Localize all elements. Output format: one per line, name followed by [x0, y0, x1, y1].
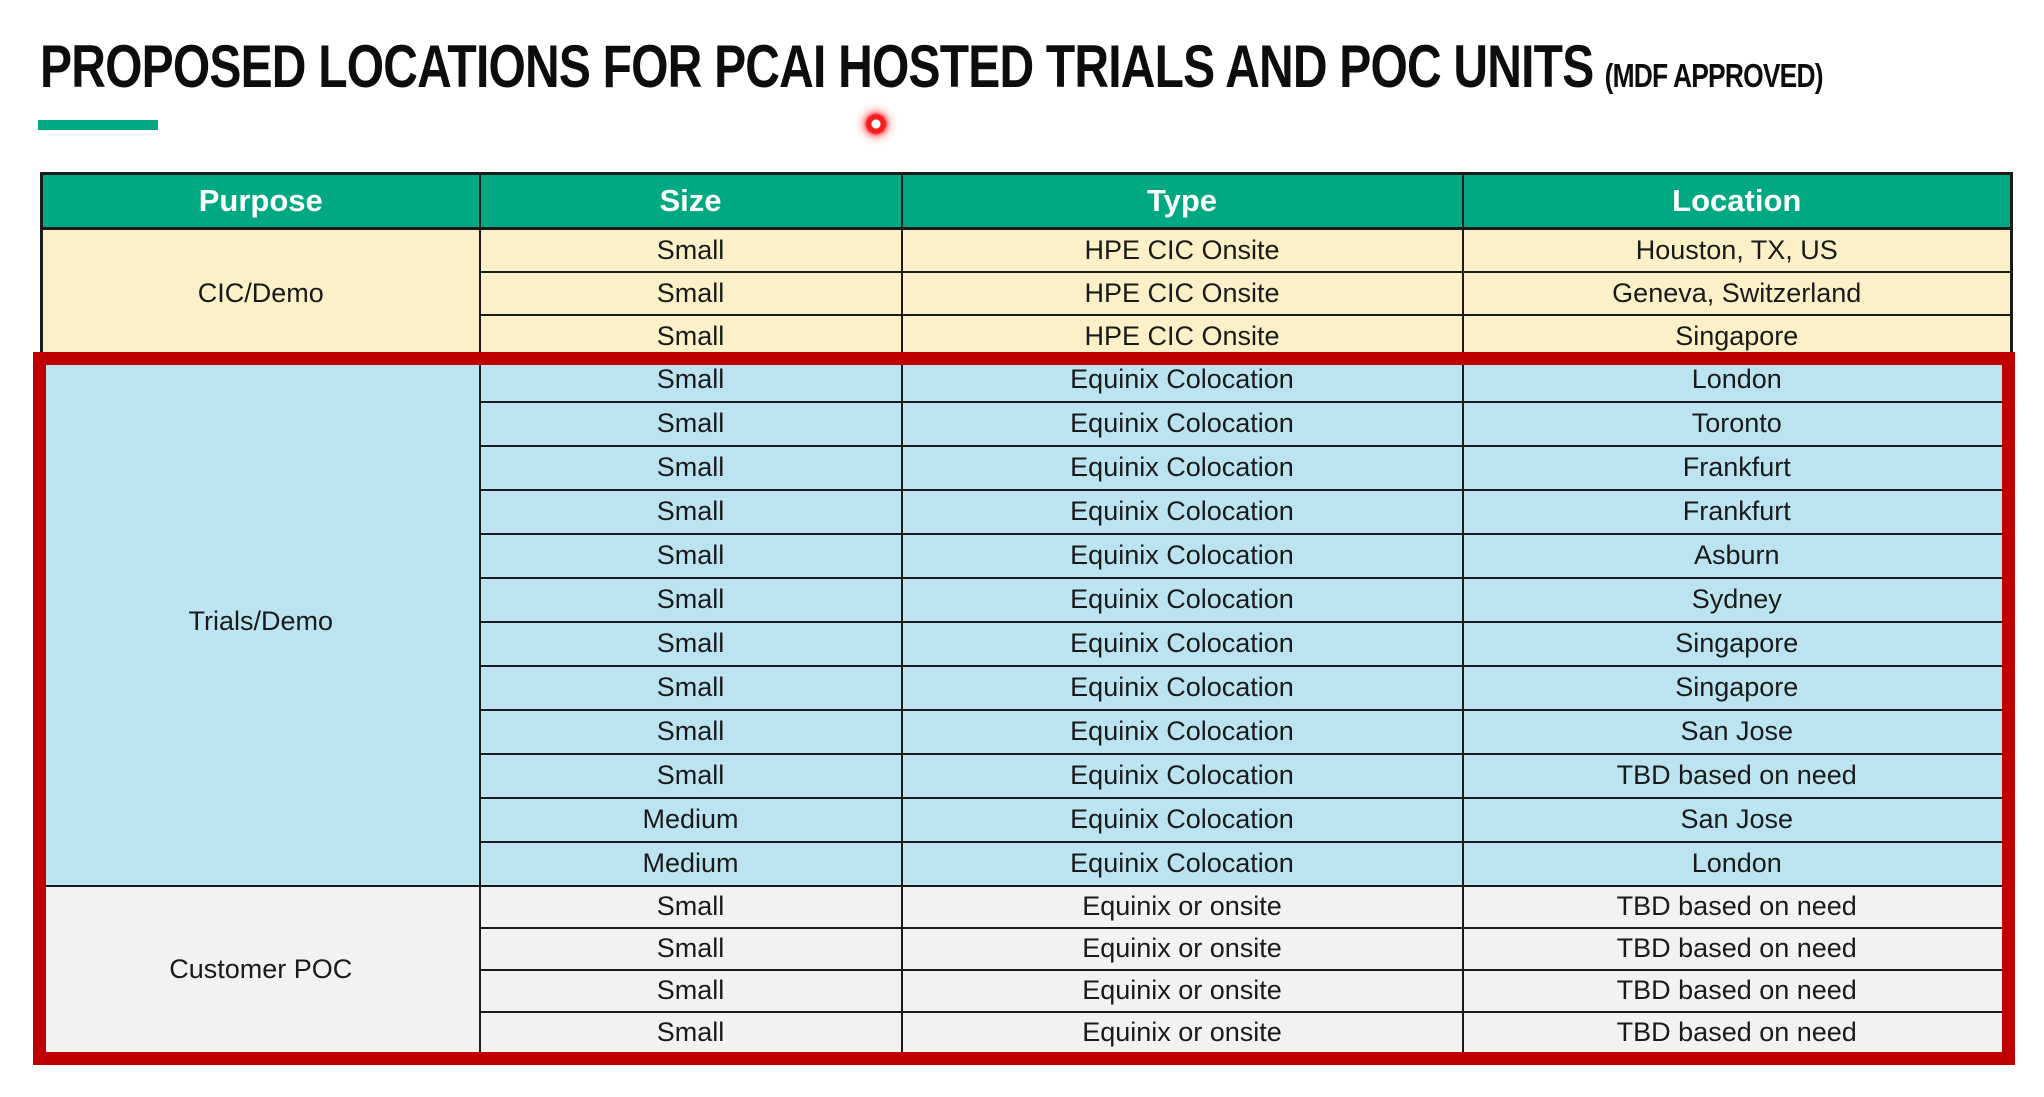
- size-cell: Small: [480, 534, 902, 578]
- size-cell: Small: [480, 970, 902, 1012]
- table-body: [42, 229, 2012, 1054]
- size-cell: Small: [480, 446, 902, 490]
- size-cell: Small: [480, 622, 902, 666]
- size-cell: Small: [480, 666, 902, 710]
- column-header-size: Size: [480, 174, 902, 229]
- size-cell: Small: [480, 490, 902, 534]
- page-title-main: PROPOSED LOCATIONS FOR PCAI HOSTED TRIALS AND POC UNITS: [40, 33, 1594, 100]
- page-title-suffix: (MDF APPROVED): [1604, 57, 1823, 94]
- size-cell: Small: [480, 272, 902, 315]
- location-cell: Frankfurt: [1463, 446, 2012, 490]
- location-cell: TBD based on need: [1463, 754, 2012, 798]
- column-header-location: Location: [1463, 174, 2012, 229]
- size-cell: Small: [480, 928, 902, 970]
- size-cell: Medium: [480, 842, 902, 886]
- type-cell: Equinix Colocation: [902, 446, 1463, 490]
- size-cell: Small: [480, 1012, 902, 1054]
- laser-pointer-dot: [854, 102, 898, 146]
- type-cell: Equinix Colocation: [902, 622, 1463, 666]
- location-cell: Singapore: [1463, 315, 2012, 358]
- page-title: [40, 34, 1823, 100]
- type-cell: Equinix Colocation: [902, 798, 1463, 842]
- type-cell: Equinix or onsite: [902, 928, 1463, 970]
- location-cell: TBD based on need: [1463, 928, 2012, 970]
- column-header-purpose: Purpose: [42, 174, 480, 229]
- location-cell: Houston, TX, US: [1463, 229, 2012, 272]
- type-cell: Equinix Colocation: [902, 490, 1463, 534]
- table-row-trials-demo-1: [42, 358, 2012, 402]
- location-cell: Frankfurt: [1463, 490, 2012, 534]
- type-cell: Equinix Colocation: [902, 578, 1463, 622]
- type-cell: Equinix or onsite: [902, 886, 1463, 928]
- location-cell: London: [1463, 358, 2012, 402]
- locations-table-wrap: [40, 172, 2010, 1055]
- type-cell: Equinix Colocation: [902, 534, 1463, 578]
- size-cell: Small: [480, 710, 902, 754]
- table-row-customer-poc-1: [42, 886, 2012, 928]
- title-underline-accent: [38, 120, 158, 130]
- type-cell: Equinix or onsite: [902, 1012, 1463, 1054]
- type-cell: HPE CIC Onsite: [902, 315, 1463, 358]
- location-cell: TBD based on need: [1463, 970, 2012, 1012]
- size-cell: Small: [480, 754, 902, 798]
- location-cell: TBD based on need: [1463, 1012, 2012, 1054]
- header-row: [42, 174, 2012, 229]
- locations-table: [40, 172, 2013, 1055]
- size-cell: Small: [480, 229, 902, 272]
- location-cell: Singapore: [1463, 666, 2012, 710]
- type-cell: Equinix Colocation: [902, 754, 1463, 798]
- size-cell: Small: [480, 358, 902, 402]
- location-cell: TBD based on need: [1463, 886, 2012, 928]
- type-cell: Equinix Colocation: [902, 358, 1463, 402]
- type-cell: Equinix Colocation: [902, 666, 1463, 710]
- purpose-cell-trials-demo: Trials/Demo: [42, 358, 480, 886]
- column-header-type: Type: [902, 174, 1463, 229]
- location-cell: San Jose: [1463, 710, 2012, 754]
- purpose-cell-customer-poc: Customer POC: [42, 886, 480, 1054]
- size-cell: Small: [480, 578, 902, 622]
- size-cell: Small: [480, 886, 902, 928]
- type-cell: Equinix Colocation: [902, 710, 1463, 754]
- type-cell: Equinix or onsite: [902, 970, 1463, 1012]
- location-cell: Asburn: [1463, 534, 2012, 578]
- type-cell: Equinix Colocation: [902, 402, 1463, 446]
- type-cell: HPE CIC Onsite: [902, 229, 1463, 272]
- table-header-row: [42, 174, 2012, 229]
- table-row-cic-demo-1: [42, 229, 2012, 272]
- type-cell: Equinix Colocation: [902, 842, 1463, 886]
- location-cell: Toronto: [1463, 402, 2012, 446]
- location-cell: London: [1463, 842, 2012, 886]
- purpose-cell-cic-demo: CIC/Demo: [42, 229, 480, 358]
- type-cell: HPE CIC Onsite: [902, 272, 1463, 315]
- location-cell: Singapore: [1463, 622, 2012, 666]
- location-cell: Sydney: [1463, 578, 2012, 622]
- size-cell: Small: [480, 315, 902, 358]
- size-cell: Medium: [480, 798, 902, 842]
- location-cell: San Jose: [1463, 798, 2012, 842]
- size-cell: Small: [480, 402, 902, 446]
- location-cell: Geneva, Switzerland: [1463, 272, 2012, 315]
